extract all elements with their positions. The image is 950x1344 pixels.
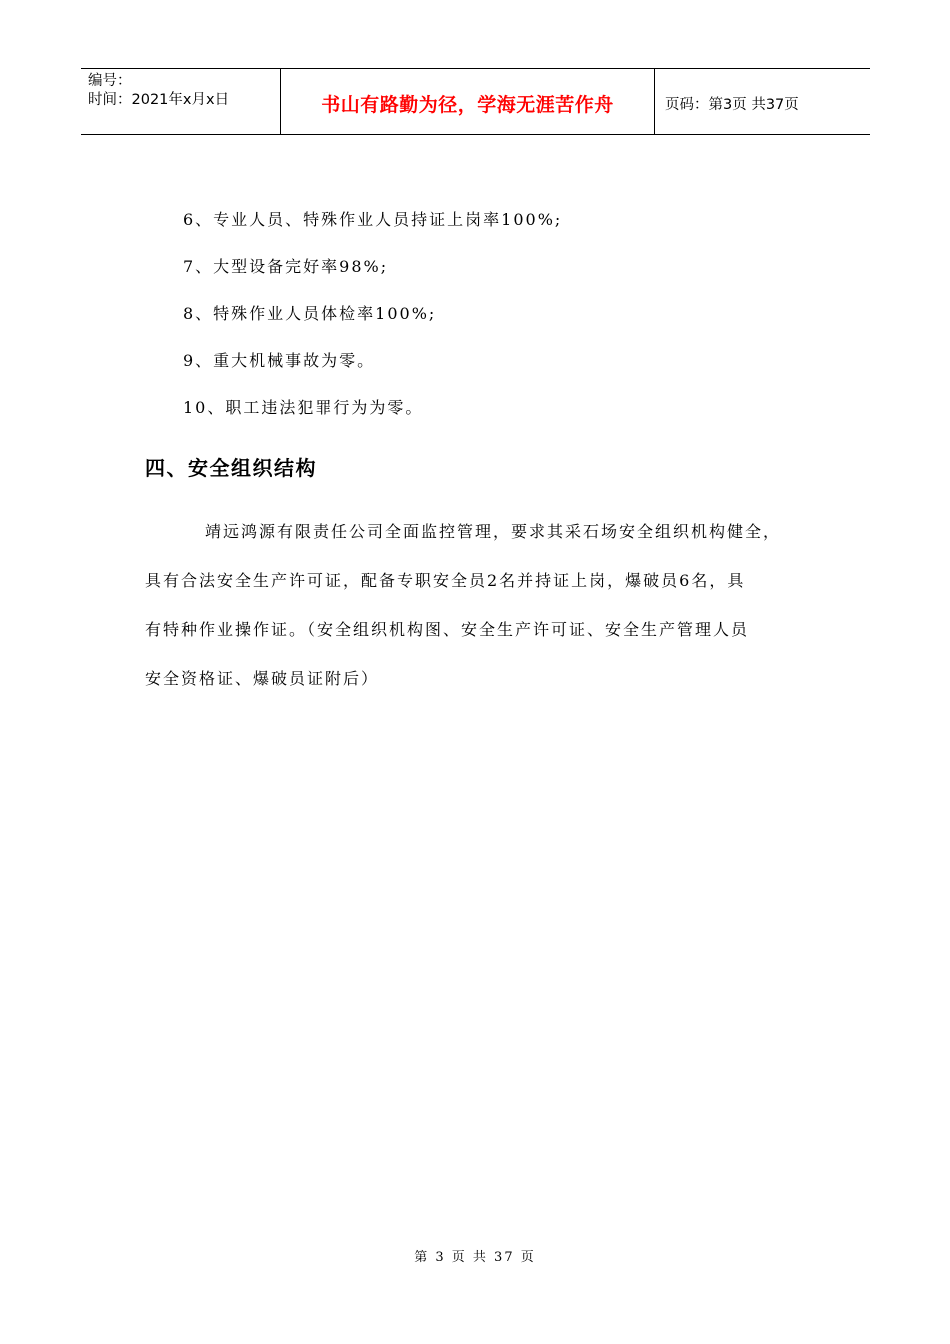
header-motto: 书山有路勤为径，学海无涯苦作舟 bbox=[281, 69, 655, 134]
list-item: 10、职工违法犯罪行为为零。 bbox=[183, 398, 424, 417]
list-item: 7、大型设备完好率98%; bbox=[183, 257, 389, 276]
paragraph-line: 有特种作业操作证。（安全组织机构图、安全生产许可证、安全生产管理人员 bbox=[145, 620, 750, 639]
code-label: 编号： bbox=[88, 73, 132, 89]
time-label: 时间：2021年x月x日 bbox=[88, 92, 230, 108]
list-item: 9、重大机械事故为零。 bbox=[183, 351, 376, 370]
section-heading: 四、安全组织结构 bbox=[145, 456, 317, 480]
list-item: 8、特殊作业人员体检率100%; bbox=[183, 304, 437, 323]
header-page-info: 页码：第3页 共37页 bbox=[665, 96, 799, 113]
document-header bbox=[81, 68, 870, 135]
page-footer: 第 3 页 共 37 页 bbox=[414, 1250, 536, 1265]
list-item: 6、专业人员、特殊作业人员持证上岗率100%; bbox=[183, 210, 563, 229]
paragraph-line: 靖远鸿源有限责任公司全面监控管理，要求其采石场安全组织机构健全， bbox=[205, 522, 782, 541]
paragraph-line: 具有合法安全生产许可证，配备专职安全员2名并持证上岗，爆破员6名，具 bbox=[145, 571, 746, 590]
paragraph-line: 安全资格证、爆破员证附后） bbox=[145, 669, 380, 688]
header-meta bbox=[81, 69, 281, 134]
